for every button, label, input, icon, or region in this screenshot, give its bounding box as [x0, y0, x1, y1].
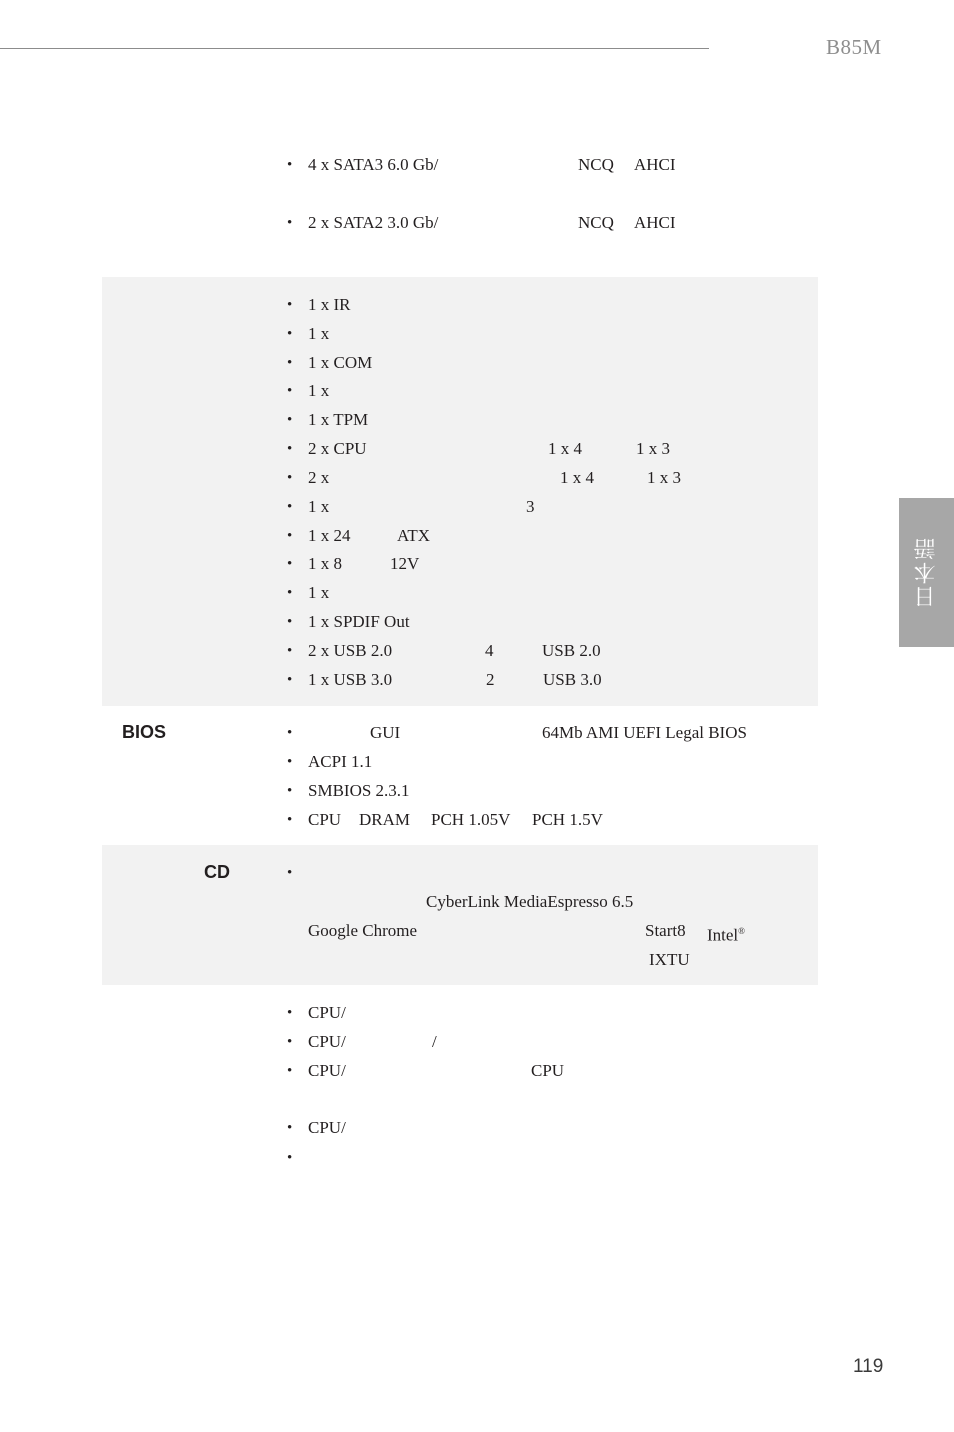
registered-mark: ® — [738, 926, 745, 936]
connector-item-6-part-1: 1 x 4 — [560, 468, 594, 487]
connector-item-13-part-1: 2 — [486, 670, 495, 689]
connector-item-13-part-2: USB 3.0 — [543, 670, 602, 689]
connector-item-8-part-0: 1 x 24 — [308, 526, 351, 545]
connector-item-5-part-2: 1 x 3 — [636, 439, 670, 458]
bullet: • — [287, 865, 293, 881]
bullet: • — [287, 725, 293, 741]
bullet: • — [287, 528, 293, 544]
bios-section-label: BIOS — [122, 722, 167, 742]
connector-item-9-part-0: 1 x 8 — [308, 554, 342, 573]
language-tab[interactable] — [899, 498, 954, 647]
storage-item-0-part-0: 4 x SATA3 6.0 Gb/ — [308, 155, 439, 174]
storage-item-1-part-0: 2 x SATA2 3.0 Gb/ — [308, 213, 439, 232]
cd-line-0: CyberLink MediaEspresso 6.5 — [426, 892, 634, 911]
bullet: • — [287, 383, 293, 399]
monitor-item-2-part-1: CPU — [531, 1061, 565, 1080]
language-tab-label: 日本語 — [914, 536, 939, 609]
bullet: • — [287, 643, 293, 659]
connector-item-7-part-1: 3 — [526, 497, 535, 516]
connector-item-12-part-1: 4 — [485, 641, 494, 660]
connector-item-13-part-0: 1 x USB 3.0 — [308, 670, 393, 689]
connector-item-2: 1 x COM — [308, 353, 373, 372]
connector-item-10: 1 x — [308, 583, 330, 602]
bullet: • — [287, 672, 293, 688]
bios-item-1: ACPI 1.1 — [308, 752, 373, 771]
monitor-item-1-part-0: CPU/ — [308, 1032, 346, 1051]
cd-line-2: IXTU — [649, 950, 690, 969]
storage-item-1-part-2: AHCI — [634, 213, 676, 232]
storage-item-1-part-1: NCQ — [578, 213, 614, 232]
bullet: • — [287, 470, 293, 486]
bullet: • — [287, 499, 293, 515]
bullet: • — [287, 297, 293, 313]
bios-item-0-part-1: 64Mb AMI UEFI Legal BIOS — [542, 723, 747, 742]
monitor-item-0: CPU/ — [308, 1003, 346, 1022]
connector-item-9-part-1: 12V — [390, 554, 420, 573]
connector-item-6-part-2: 1 x 3 — [647, 468, 681, 487]
bios-item-3-part-3: PCH 1.5V — [532, 810, 603, 829]
connector-item-0: 1 x IR — [308, 295, 351, 314]
connector-item-12-part-2: USB 2.0 — [542, 641, 601, 660]
page-number: 119 — [853, 1356, 884, 1377]
bullet: • — [287, 412, 293, 428]
bullet: • — [287, 754, 293, 770]
bullet: • — [287, 783, 293, 799]
connector-item-6-part-0: 2 x — [308, 468, 330, 487]
connectors-section-band — [102, 277, 818, 706]
bullet: • — [287, 1063, 293, 1079]
connector-item-4: 1 x TPM — [308, 410, 369, 429]
cd-line-1-part-1: Start8 — [645, 921, 686, 940]
model-name: B85M — [826, 35, 882, 59]
cd-line-1-part-0: Google Chrome — [308, 921, 418, 940]
bios-item-2: SMBIOS 2.3.1 — [308, 781, 410, 800]
bullet: • — [287, 812, 293, 828]
connector-item-7-part-0: 1 x — [308, 497, 330, 516]
cd-line-1-part-2 — [707, 921, 745, 946]
storage-item-0-part-1: NCQ — [578, 155, 614, 174]
storage-item-0-part-2: AHCI — [634, 155, 676, 174]
connector-item-12-part-0: 2 x USB 2.0 — [308, 641, 393, 660]
connector-item-8-part-1: ATX — [397, 526, 431, 545]
connector-item-5-part-1: 1 x 4 — [548, 439, 582, 458]
monitor-item-2-part-0: CPU/ — [308, 1061, 346, 1080]
bullet: • — [287, 157, 293, 173]
bullet: • — [287, 614, 293, 630]
bullet: • — [287, 441, 293, 457]
bios-item-3-part-1: DRAM — [359, 810, 411, 829]
connector-item-5-part-0: 2 x CPU — [308, 439, 367, 458]
cd-section-label: CD — [204, 862, 230, 882]
monitor-item-3: CPU/ — [308, 1118, 346, 1137]
bullet: • — [287, 215, 293, 231]
bios-item-3-part-0: CPU — [308, 810, 342, 829]
bios-item-3-part-2: PCH 1.05V — [431, 810, 511, 829]
bullet: • — [287, 1120, 293, 1136]
connector-item-1: 1 x — [308, 324, 330, 343]
intel-text: Intel — [707, 925, 739, 945]
bullet: • — [287, 1005, 293, 1021]
connector-item-11: 1 x SPDIF Out — [308, 612, 410, 631]
bios-item-0-part-0: GUI — [370, 723, 401, 742]
bullet: • — [287, 355, 293, 371]
monitor-item-1-part-1: / — [432, 1032, 437, 1051]
connector-item-3: 1 x — [308, 381, 330, 400]
bullet: • — [287, 1034, 293, 1050]
bullet: • — [287, 556, 293, 572]
bullet: • — [287, 1150, 293, 1166]
bullet: • — [287, 585, 293, 601]
bullet: • — [287, 326, 293, 342]
header-rule — [0, 48, 709, 49]
